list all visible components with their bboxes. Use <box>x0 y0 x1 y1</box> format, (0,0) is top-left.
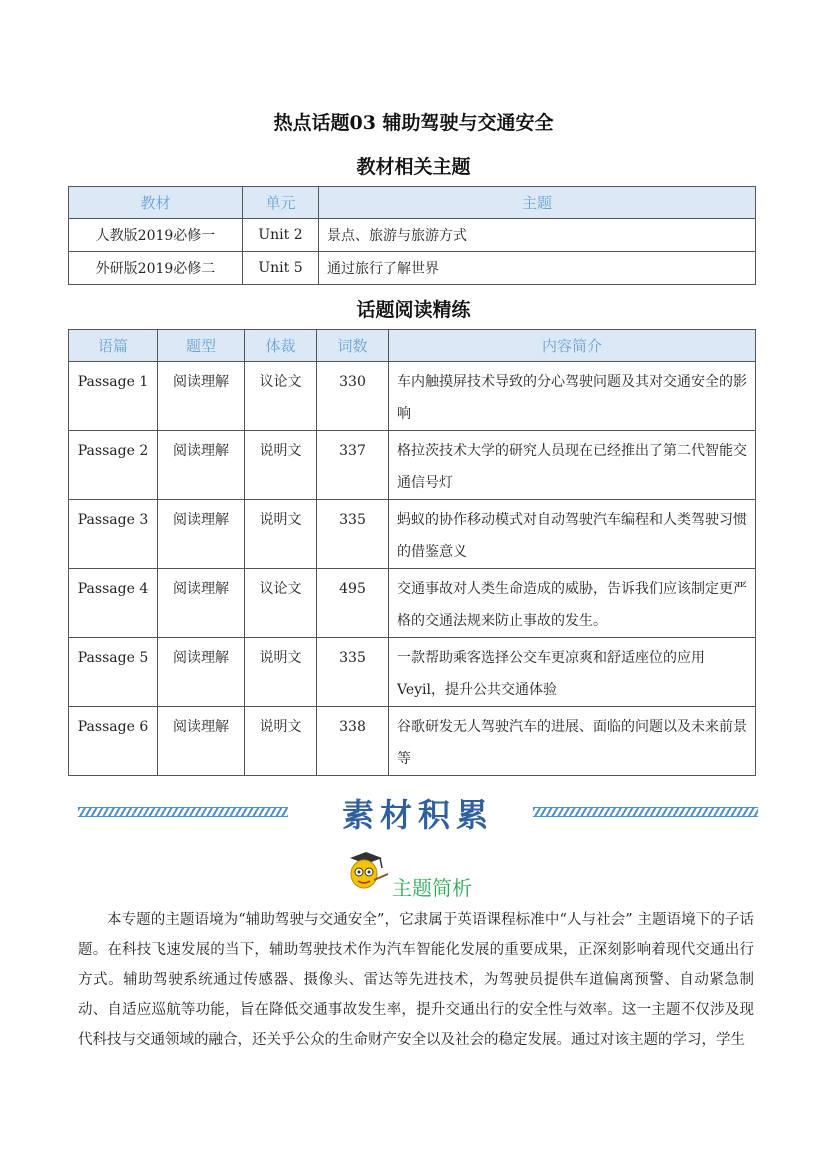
banner-title: 素材积累 <box>341 796 494 834</box>
table-row <box>69 638 756 707</box>
table-cell: Passage 1 <box>69 362 158 431</box>
table-cell: 交通事故对人类生命造成的威胁，告诉我们应该制定更严格的交通法规来防止事故的发生。 <box>389 569 756 638</box>
table-cell: 蚂蚁的协作移动模式对自动驾驶汽车编程和人类驾驶习惯的借鉴意义 <box>389 500 756 569</box>
textbook-table <box>68 186 756 285</box>
table-cell: 景点、旅游与旅游方式 <box>319 219 756 252</box>
section-title-analysis: 主题简析 <box>392 876 472 900</box>
section-title-textbook: 教材相关主题 <box>356 156 471 178</box>
table-cell: 说明文 <box>245 638 317 707</box>
table-cell: 说明文 <box>245 707 317 776</box>
topic-paragraph: 本专题的主题语境为“辅助驾驶与交通安全”，它隶属于英语课程标准中“人与社会” 主题语境下的子话题。在科技飞速发展的当下，辅助驾驶技术作为汽车智能化发展的重要成果，正深刻影响着现代交通出行方式。辅助驾驶系统通过传感器、摄像头、雷达等先进技术，为驾驶员提供车道偏离预警、自动紧急制动、自适应巡航等功能，旨在降低交通事故发生率，提升交通出行的安全性与效率。这一主题不仅涉及现代科技与交通领域的融合，还关乎公众的生命财产安全以及社会的稳定发展。通过对该主题的学习，学生 <box>78 912 754 1048</box>
table-cell: 阅读理解 <box>158 569 245 638</box>
table-cell: 335 <box>317 638 389 707</box>
table-cell: Unit 5 <box>243 252 319 285</box>
table-row <box>69 219 756 252</box>
table-cell: 330 <box>317 362 389 431</box>
table-cell: 人教版2019必修一 <box>69 219 243 252</box>
table-cell: 一款帮助乘客选择公交车更凉爽和舒适座位的应用Veyil，提升公共交通体验 <box>389 638 756 707</box>
table-cell: Passage 4 <box>69 569 158 638</box>
table-cell: 阅读理解 <box>158 638 245 707</box>
table-cell: Passage 5 <box>69 638 158 707</box>
table-row <box>69 707 756 776</box>
table-row <box>69 252 756 285</box>
reading-table <box>68 329 756 776</box>
table-cell: 谷歌研发无人驾驶汽车的进展、面临的问题以及未来前景等 <box>389 707 756 776</box>
table-cell: 337 <box>317 431 389 500</box>
table-cell: 阅读理解 <box>158 500 245 569</box>
header-cell: 内容简介 <box>389 330 756 362</box>
table-row <box>69 500 756 569</box>
header-cell: 语篇 <box>69 330 158 362</box>
table-cell: 议论文 <box>245 569 317 638</box>
table-cell: 通过旅行了解世界 <box>319 252 756 285</box>
table-cell: Passage 3 <box>69 500 158 569</box>
table-cell: 阅读理解 <box>158 707 245 776</box>
table-cell: 车内触摸屏技术导致的分心驾驶问题及其对交通安全的影响 <box>389 362 756 431</box>
table-header-row <box>69 187 756 219</box>
table-cell: 495 <box>317 569 389 638</box>
header-cell: 体裁 <box>245 330 317 362</box>
table-cell: 说明文 <box>245 500 317 569</box>
material-banner <box>78 790 758 834</box>
table-cell: 外研版2019必修二 <box>69 252 243 285</box>
table-cell: 阅读理解 <box>158 362 245 431</box>
table-header-row <box>69 330 756 362</box>
topic-analysis-heading <box>344 850 544 900</box>
header-cell: 单元 <box>243 187 319 219</box>
table-cell: 阅读理解 <box>158 431 245 500</box>
page-title: 热点话题03 辅助驾驶与交通安全 <box>273 112 554 134</box>
header-cell: 词数 <box>317 330 389 362</box>
header-cell: 教材 <box>69 187 243 219</box>
table-cell: 议论文 <box>245 362 317 431</box>
section-title-reading: 话题阅读精练 <box>356 299 471 321</box>
table-cell: 格拉茨技术大学的研究人员现在已经推出了第二代智能交通信号灯 <box>389 431 756 500</box>
table-cell: 说明文 <box>245 431 317 500</box>
header-cell: 题型 <box>158 330 245 362</box>
table-cell: 338 <box>317 707 389 776</box>
table-cell: 335 <box>317 500 389 569</box>
table-row <box>69 362 756 431</box>
scholar-mascot-icon <box>344 850 390 894</box>
header-cell: 主题 <box>319 187 756 219</box>
table-cell: Unit 2 <box>243 219 319 252</box>
table-cell: Passage 6 <box>69 707 158 776</box>
table-row <box>69 569 756 638</box>
table-cell: Passage 2 <box>69 431 158 500</box>
table-row <box>69 431 756 500</box>
